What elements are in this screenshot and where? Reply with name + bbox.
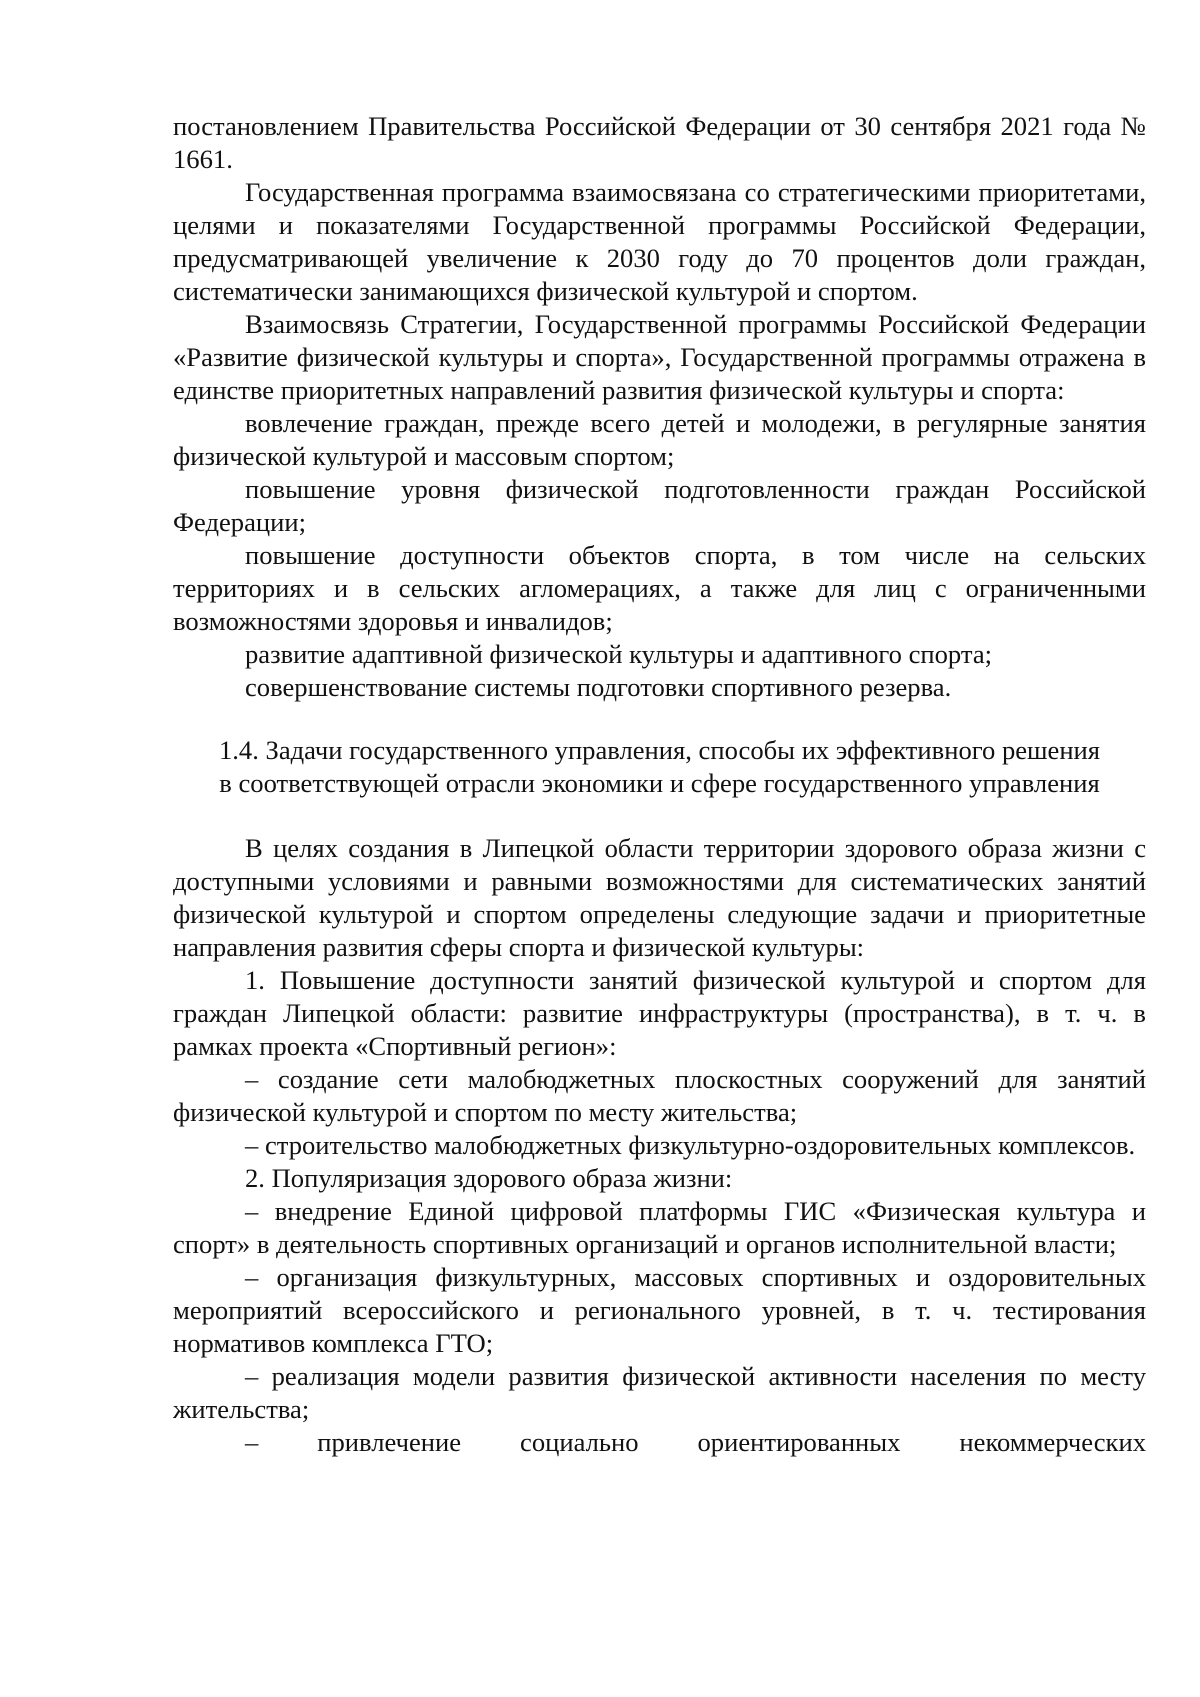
paragraph-task-2-item-1: – внедрение Единой цифровой платформы ГИС «Физическая культура и спорт» в деятельность спортивных организаций и органов исполнительной власти; <box>173 1196 1146 1259</box>
section-heading-line-2: в соответствующей отрасли экономики и сфере государственного управления <box>219 768 1100 798</box>
paragraph-decree-reference: постановлением Правительства Российской Федерации от 30 сентября 2021 года № 1661. <box>173 111 1146 174</box>
paragraph-priority-involvement: вовлечение граждан, прежде всего детей и молодежи, в регулярные занятия физической культурой и массовым спортом; <box>173 408 1146 471</box>
document-body <box>173 110 1146 1459</box>
paragraph-priority-adaptive: развитие адаптивной физической культуры и адаптивного спорта; <box>245 639 993 669</box>
paragraph-priority-fitness: повышение уровня физической подготовленности граждан Российской Федерации; <box>173 474 1146 537</box>
paragraph-strategy-link: Взаимосвязь Стратегии, Государственной программы Российской Федерации «Развитие физической культуры и спорта», Государственной программы отражена в единстве приоритетных направлений развития физической культуры и спорта: <box>173 309 1146 405</box>
paragraph-program-relation: Государственная программа взаимосвязана со стратегическими приоритетами, целями и показателями Государственной программы Российской Федерации, предусматривающей увеличение к 2030 году до 70 процентов доли граждан, систематически занимающихся физической культурой и спортом. <box>173 177 1146 306</box>
paragraph-task-2-item-3: – реализация модели развития физической активности населения по месту жительства; <box>173 1361 1146 1424</box>
paragraph-priority-reserve: совершенствование системы подготовки спортивного резерва. <box>245 672 952 702</box>
paragraph-task-1: 1. Повышение доступности занятий физической культурой и спортом для граждан Липецкой области: развитие инфраструктуры (пространства), в т. ч. в рамках проекта «Спортивный регион»: <box>173 965 1146 1061</box>
paragraph-task-2-item-2: – организация физкультурных, массовых спортивных и оздоровительных мероприятий всероссийского и регионального уровней, в т. ч. тестирования нормативов комплекса ГТО; <box>173 1262 1146 1358</box>
paragraph-priority-accessibility: повышение доступности объектов спорта, в том числе на сельских территориях и в сельских агломерациях, а также для лиц с ограниченными возможностями здоровья и инвалидов; <box>173 540 1146 636</box>
section-heading <box>173 734 1146 800</box>
paragraph-task-2: 2. Популяризация здорового образа жизни: <box>245 1163 733 1193</box>
paragraph-goals-intro: В целях создания в Липецкой области территории здорового образа жизни с доступными условиями и равными возможностями для систематических занятий физической культурой и спортом определены следующие задачи и приоритетные направления развития сферы спорта и физической культуры: <box>173 833 1146 962</box>
section-heading-line-1: 1.4. Задачи государственного управления, способы их эффективного решения <box>218 735 1101 765</box>
paragraph-task-1-item-1: – создание сети малобюджетных плоскостных сооружений для занятий физической культурой и спортом по месту жительства; <box>173 1064 1146 1127</box>
paragraph-task-2-item-4: – привлечение социально ориентированных некоммерческих <box>245 1427 1146 1457</box>
paragraph-task-1-item-2: – строительство малобюджетных физкультурно-оздоровительных комплексов. <box>245 1130 1136 1160</box>
